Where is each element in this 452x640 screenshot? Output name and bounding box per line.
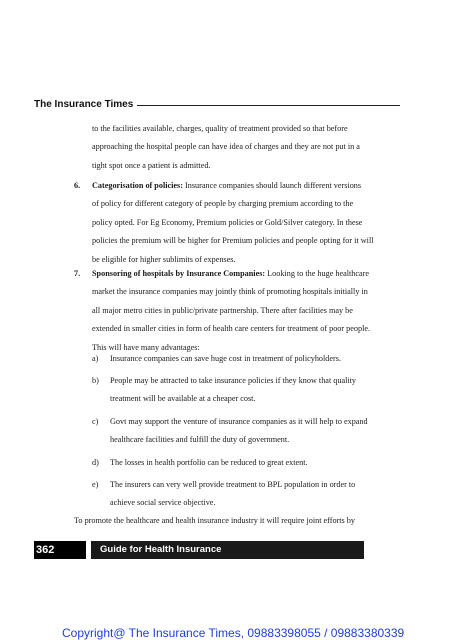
item-6-paragraph	[92, 177, 374, 269]
subitem-letter: a)	[92, 354, 99, 363]
subitem-a	[110, 350, 341, 368]
header-rule	[137, 105, 400, 107]
subitem-letter: e)	[92, 480, 99, 489]
text-line: People may be attracted to take insurance policies if they know that quality	[110, 376, 357, 385]
text-line: market the insurance companies may jointly think of promoting hospitals initially in	[92, 287, 368, 297]
item-heading: Categorisation of policies:	[92, 181, 183, 190]
text-line: tight spot once a patient is admitted.	[92, 160, 211, 170]
closing-paragraph	[74, 512, 355, 530]
text-line: approaching the hospital people can have idea of charges and they are not put in a	[92, 142, 360, 152]
subitem-letter: d)	[92, 458, 99, 467]
text-line: of policy for different category of people by charging premium according to the	[92, 199, 354, 209]
text-line: all major metro cities in public/private partnership. There after facilities may be	[92, 305, 353, 315]
subitem-b	[110, 372, 356, 409]
subitem-d	[110, 454, 308, 472]
text-line: to the facilities available, charges, quality of treatment provided so that before	[92, 124, 348, 133]
text-line: Looking to the huge healthcare	[265, 269, 370, 278]
intro-paragraph	[92, 120, 360, 175]
copyright-watermark: Copyright@ The Insurance Times, 09883398055 / 09883380339	[62, 626, 405, 640]
text-line: treatment will be available at a cheaper cost.	[110, 394, 256, 404]
page-number: 362	[34, 541, 86, 559]
text-line: policy opted. For Eg Economy, Premium policies or Gold/Silver category. In these	[92, 217, 363, 227]
running-header	[34, 96, 400, 112]
text-line: The losses in health portfolio can be reduced to great extent.	[110, 458, 308, 467]
text-line: Insurance companies can save huge cost in treatment of policyholders.	[110, 354, 341, 363]
text-line: healthcare facilities and fulfill the duty of government.	[110, 435, 290, 445]
text-line: extended in smaller cities in form of health care centers for treatment of poor people.	[92, 324, 371, 334]
header-title: The Insurance Times	[34, 98, 134, 110]
text-line: Govt may support the venture of insurance companies as it will help to expand	[110, 417, 368, 426]
text-line: The insurers can very well provide treatment to BPL population in order to	[110, 480, 356, 489]
item-number: 6.	[74, 181, 81, 190]
subitem-letter: b)	[92, 376, 99, 385]
text-line: This will have many advantages:	[92, 342, 200, 352]
text-line: be eligible for higher sublimits of expenses.	[92, 254, 236, 264]
item-7-paragraph	[92, 265, 370, 357]
subitem-c	[110, 413, 368, 450]
text-line: Insurance companies should launch different versions	[182, 181, 362, 190]
text-line: policies the premium will be higher for Premium policies and people opting for it will	[92, 236, 374, 246]
footer-book-title: Guide for Health Insurance	[100, 544, 222, 555]
subitem-e	[110, 476, 355, 513]
item-number: 7.	[74, 269, 81, 278]
footer-separator	[86, 541, 91, 559]
text-line: To promote the healthcare and health insurance industry it will require joint efforts by	[74, 516, 355, 525]
subitem-letter: c)	[92, 417, 99, 426]
item-heading: Sponsoring of hospitals by Insurance Companies:	[92, 269, 266, 278]
text-line: achieve social service objective.	[110, 498, 216, 508]
